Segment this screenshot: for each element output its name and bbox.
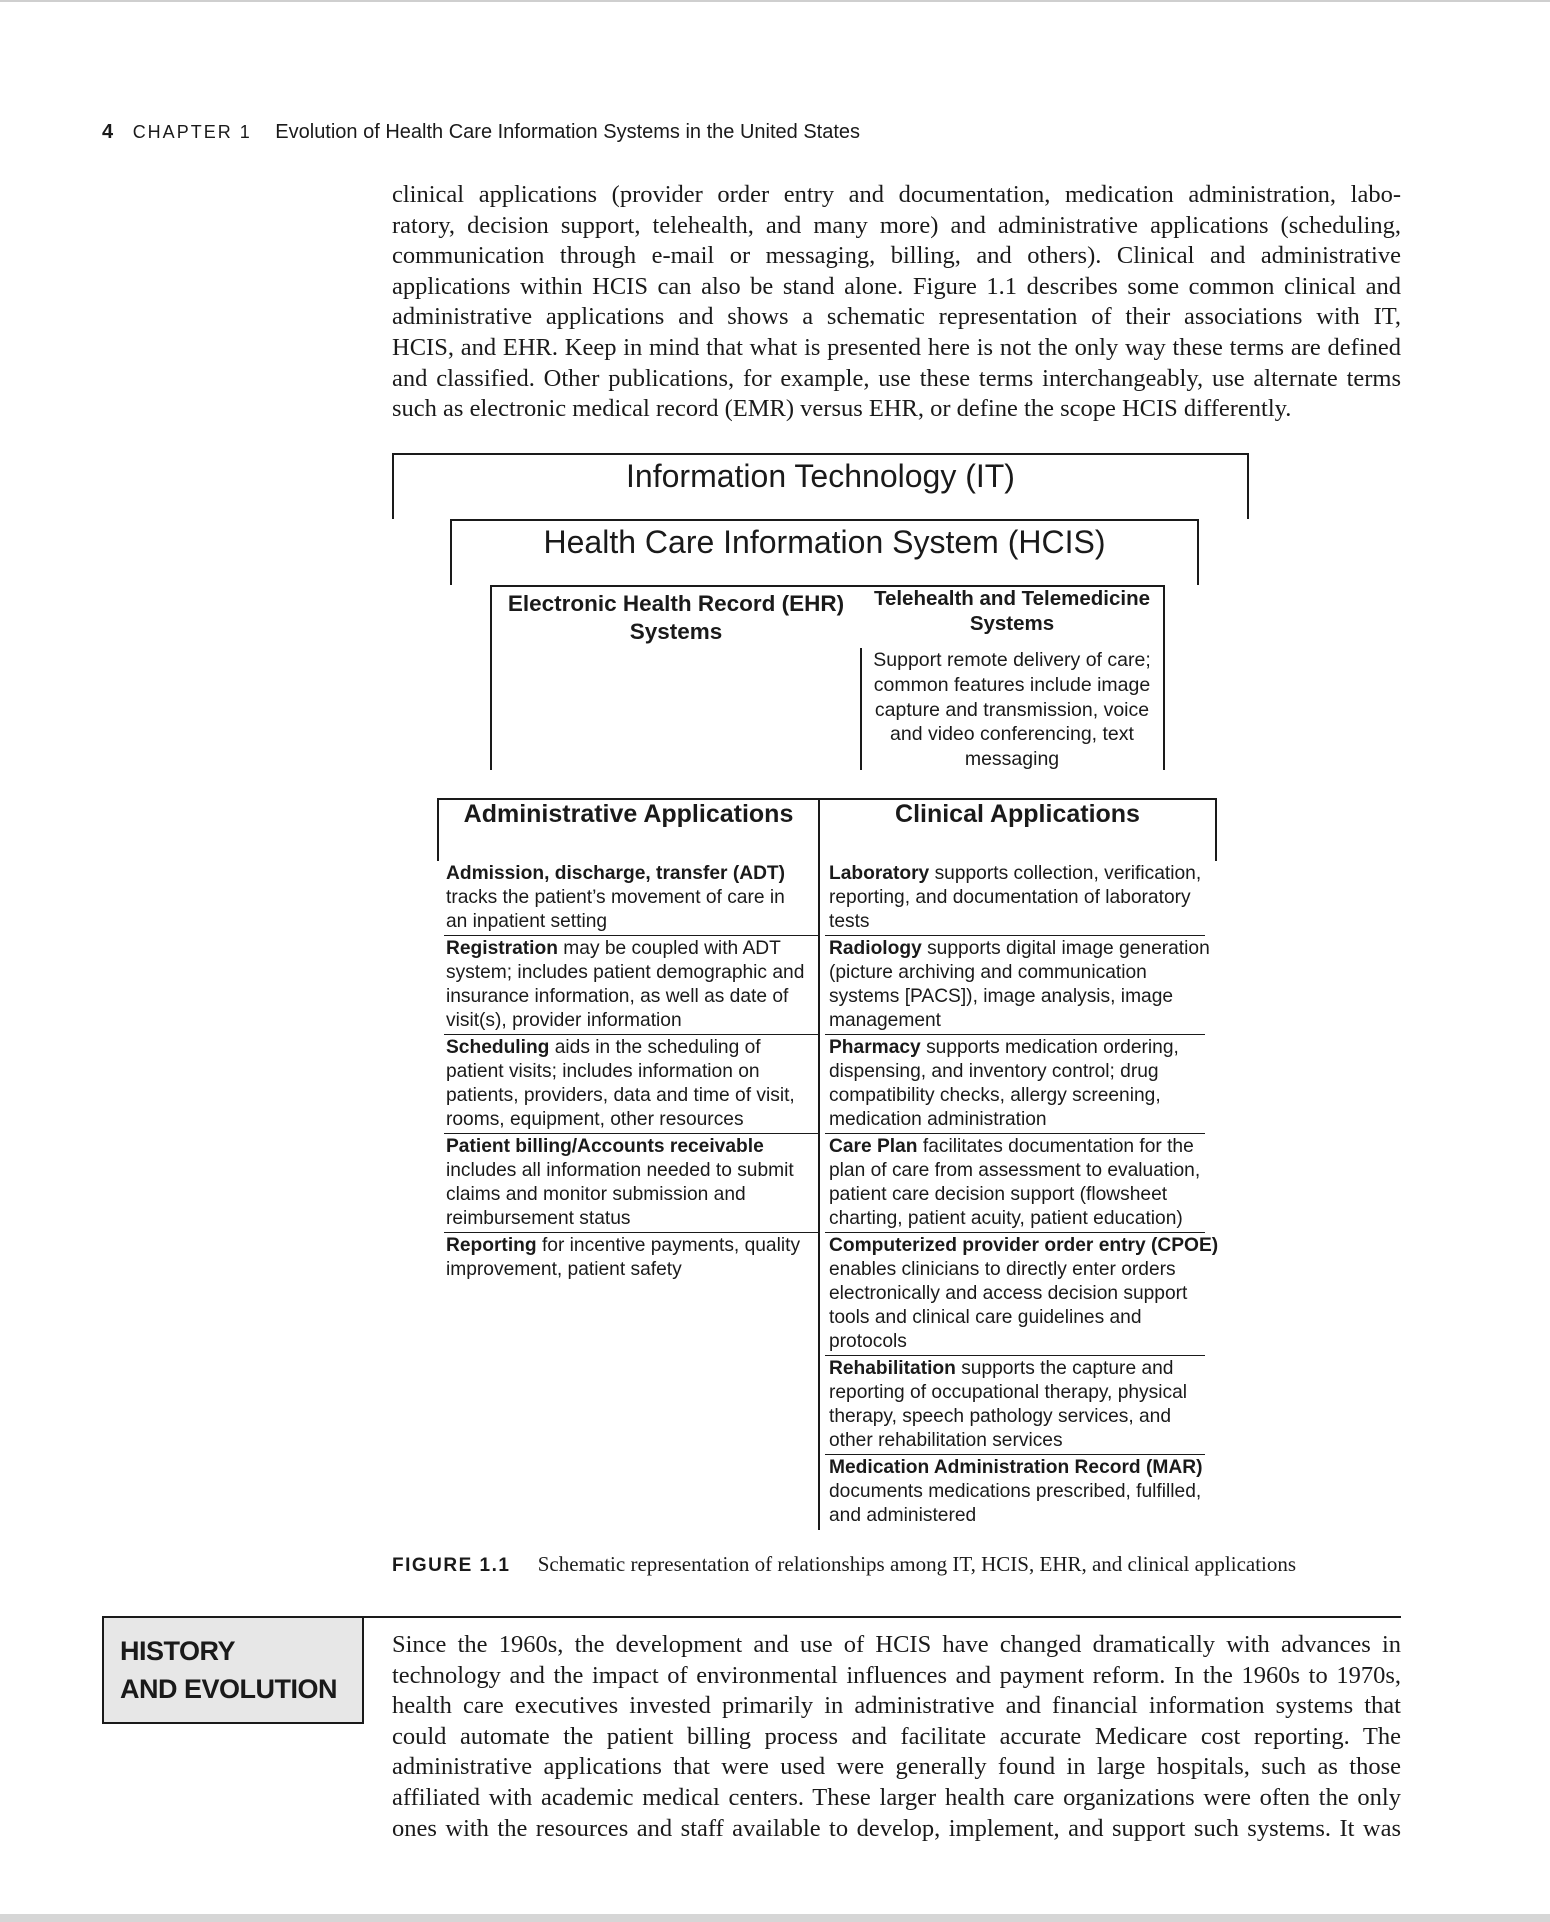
- paragraph-line: could automate the patient billing process and facilitate accurate Medicare cost reporting. The: [392, 1722, 1401, 1750]
- it-title: Information Technology (IT): [626, 458, 1015, 494]
- clinical-row-divider: [825, 1355, 1205, 1356]
- ehr-box-right: [1163, 585, 1165, 770]
- running-header: [102, 121, 860, 144]
- paragraph-line: applications within HCIS can also be stand alone. Figure 1.1 describes some common clinical and: [392, 272, 1401, 300]
- paragraph-line: ones with the resources and staff available to develop, implement, and support such systems. It was: [392, 1814, 1401, 1842]
- page-bottom-edge: [0, 1914, 1550, 1922]
- clinical-item-mar: Medication Administration Record (MAR) documents medications prescribed, fulfilled, and administered: [829, 1457, 1203, 1526]
- paragraph-line: and classified. Other publications, for example, use these terms interchangeably, use alternate terms: [392, 364, 1401, 392]
- figure-caption-text: Schematic representation of relationships among IT, HCIS, EHR, and clinical applications: [537, 1552, 1297, 1576]
- section-heading-box: [102, 1616, 364, 1724]
- clinical-item-care-plan: Care Plan facilitates documentation for the plan of care from assessment to evaluation, patient care decision support (flowsheet charting, patient acuity, patient education): [829, 1136, 1201, 1229]
- clinical-item-cpoe: Computerized provider order entry (CPOE) enables clinicians to directly enter orders electronically and access decision support tools and clinical care guidelines and protocols: [829, 1235, 1219, 1352]
- paragraph-line: HCIS, and EHR. Keep in mind that what is presented here is not the only way these terms are defined: [392, 333, 1401, 361]
- paragraph-line: health care executives invested primarily in administrative and financial information systems that: [392, 1692, 1401, 1720]
- paragraph-line: clinical applications (provider order entry and documentation, medication administration, labo-: [392, 181, 1401, 208]
- figure-caption: [392, 1552, 1296, 1577]
- clinical-row-divider: [825, 1133, 1205, 1134]
- clinical-item-rehabilitation: Rehabilitation supports the capture and reporting of occupational therapy, physical therapy, speech pathology services, and other rehabilitation services: [829, 1358, 1188, 1451]
- admin-item-adt: Admission, discharge, transfer (ADT) tracks the patient’s movement of care in an inpatient setting: [446, 863, 786, 932]
- clinical-item-radiology: Radiology supports digital image generation (picture archiving and communication systems [PACS]), image analysis, image management: [829, 938, 1210, 1031]
- section-rule: [362, 1616, 1401, 1618]
- paragraph-line: affiliated with academic medical centers. These larger health care organizations were often the only: [392, 1783, 1401, 1811]
- page-top-edge: [0, 0, 1550, 2]
- clinical-row-divider: [825, 1232, 1205, 1233]
- paragraph-line: communication through e-mail or messaging, billing, and others). Clinical and administrative: [392, 242, 1401, 270]
- admin-item-billing: Patient billing/Accounts receivable includes all information needed to submit claims and monitor submission and reimbursement status: [446, 1136, 794, 1229]
- admin-item-reporting: Reporting for incentive payments, quality improvement, patient safety: [446, 1235, 801, 1280]
- paragraph-line: ratory, decision support, telehealth, and many more) and administrative applications (scheduling,: [392, 211, 1401, 239]
- section-heading-line: AND EVOLUTION: [120, 1674, 338, 1704]
- intro-paragraph: [392, 180, 1401, 425]
- clinical-header: Clinical Applications: [895, 800, 1140, 828]
- chapter-title: Evolution of Health Care Information Systems in the United States: [275, 121, 861, 143]
- clinical-row-divider: [825, 1034, 1205, 1035]
- clinical-row-divider: [825, 1454, 1205, 1455]
- paragraph-line: Since the 1960s, the development and use of HCIS have changed dramatically with advances in: [392, 1631, 1401, 1658]
- clinical-item-laboratory: Laboratory supports collection, verification, reporting, and documentation of laboratory tests: [829, 863, 1202, 932]
- admin-row-divider: [444, 1034, 818, 1035]
- paragraph-line: administrative applications and shows a schematic representation of their associations with IT,: [392, 303, 1401, 331]
- page-number: 4: [102, 121, 114, 143]
- admin-row-divider: [444, 1232, 818, 1233]
- hcis-box-top: [450, 519, 1199, 521]
- admin-header: Administrative Applications: [463, 800, 794, 828]
- admin-row-divider: [444, 935, 818, 936]
- section-heading-line: HISTORY: [120, 1636, 236, 1666]
- figure-label: FIGURE 1.1: [392, 1555, 511, 1576]
- admin-item-scheduling: Scheduling aids in the scheduling of patient visits; includes information on patients, providers, data and time of visit, rooms, equipment, other resources: [446, 1037, 795, 1130]
- clinical-header-right: [1215, 798, 1217, 861]
- paragraph-line: technology and the impact of environmental influences and payment reform. In the 1960s to 1970s,: [392, 1661, 1401, 1689]
- history-paragraph: [392, 1630, 1401, 1844]
- clinical-item-pharmacy: Pharmacy supports medication ordering, dispensing, and inventory control; drug compatibility checks, allergy screening, medication administration: [829, 1037, 1179, 1130]
- applications-divider: [818, 798, 820, 1530]
- chapter-label: CHAPTER 1: [132, 122, 252, 142]
- admin-row-divider: [444, 1133, 818, 1134]
- paragraph-line: such as electronic medical record (EMR) versus EHR, or define the scope HCIS differently.: [392, 395, 1292, 423]
- paragraph-line: administrative applications that were used were generally found in large hospitals, such as those: [392, 1753, 1401, 1781]
- telehealth-title: Telehealth and Telemedicine Systems: [873, 587, 1151, 635]
- ehr-title: Electronic Health Record (EHR) Systems: [507, 591, 845, 644]
- clinical-row-divider: [825, 935, 1205, 936]
- admin-item-registration: Registration may be coupled with ADT system; includes patient demographic and insurance information, as well as date of visit(s), provider information: [446, 938, 805, 1031]
- it-box-top: [392, 453, 1249, 455]
- hcis-title: Health Care Information System (HCIS): [543, 524, 1106, 560]
- telehealth-description: Support remote delivery of care; common features include image capture and transmission, voice and video conferencing, text messaging: [873, 649, 1151, 771]
- ehr-box-left: [490, 585, 492, 770]
